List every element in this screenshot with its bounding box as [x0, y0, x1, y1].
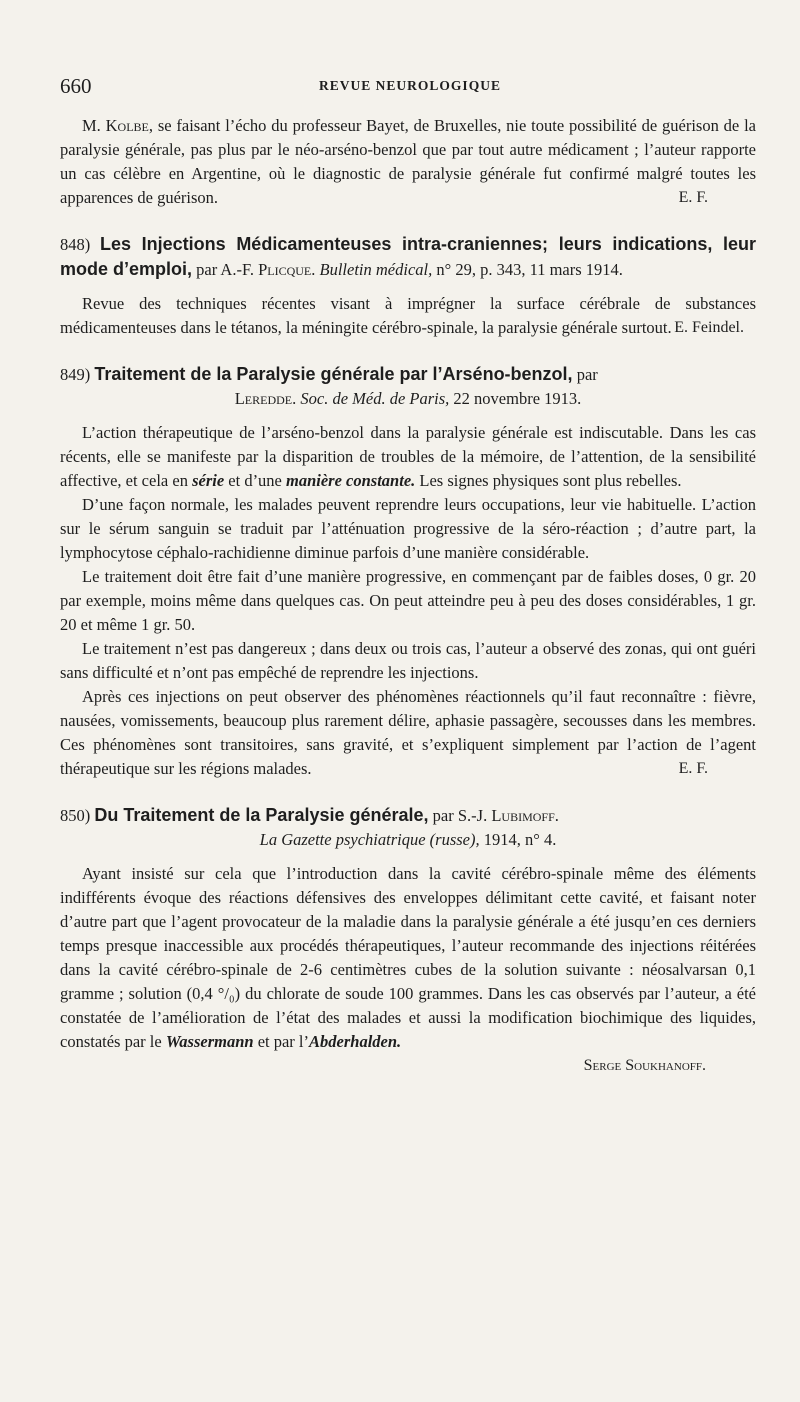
entry-849-title: Traitement de la Paralysie générale par l’Arséno-benzol, — [94, 364, 573, 384]
entry-848-journal: Bulletin médical, — [319, 260, 433, 279]
entry-849-author: Leredde. — [234, 389, 297, 408]
entry-850-heading — [60, 803, 756, 852]
entry-850-text-b: et par l’ — [257, 1032, 310, 1051]
entry-850-by: par S.-J. — [432, 806, 488, 825]
entry-849-by: par — [576, 365, 598, 384]
entry-849-p1-em2: manière constante. — [286, 471, 416, 490]
entry-850-signature: Serge Soukhanoff. — [583, 1057, 706, 1074]
page-number: 660 — [60, 74, 92, 98]
entry-849-paragraph-1 — [60, 421, 756, 493]
entry-849-signature: E. F. — [678, 760, 708, 777]
entry-848-title: Les Injections Médicamenteuses intra-craniennes; leurs indications, leur mode d’emploi, — [60, 234, 757, 279]
entry-850-ref: 1914, n° 4. — [483, 830, 557, 849]
entry-848-heading — [60, 232, 756, 282]
intro-signature: E. F. — [678, 189, 708, 206]
entry-849-p1-a: L’action thérapeutique de l’arséno-benzol dans la paralysie générale est indiscutable. Dans les cas récents, elle se manifeste par la disparition de troubles de la mémoire, de l’attention, de la sensibilité affective, et cela en — [60, 423, 756, 490]
entry-850-number: 850) — [60, 806, 91, 825]
intro-text: , se faisant l’écho du professeur Bayet, de Bruxelles, nie toute possibilité de guérison de la paralysie générale, pas plus par le néo-arséno-benzol que par tout autre médicament ; l’auteur rapporte un cas célèbre en Argentine, où le diagnostic de paralysie générale fut confirmé malgré toutes les apparences de guérison. — [60, 116, 756, 207]
intro-author: Kolbe — [105, 116, 149, 135]
intro-author-prefix: M. — [82, 116, 101, 135]
entry-849-paragraph-2: D’une façon normale, les malades peuvent reprendre leurs occupations, leur vie habituelle. L’action sur le sérum sanguin se traduit par l’atténuation progressive de la séro-réaction ; d’autre part, la lymphocytose céphalo-rachidienne diminue parfois d’une manière considérable. — [60, 495, 756, 562]
entry-848-by: par A.-F. — [196, 260, 254, 279]
entry-850-journal: La Gazette psychiatrique (russe), — [259, 830, 480, 849]
entry-850-author: Lubimoff. — [491, 806, 559, 825]
entry-850-em1: Wassermann — [165, 1032, 254, 1051]
entry-849-p1-c: Les signes physiques sont plus rebelles. — [419, 471, 682, 490]
entry-850-text-a: Ayant insisté sur cela que l’introduction dans la cavité cérébro-spinale même des éléments indifférents évoque des réactions défensives des enveloppes délimitant cette cavité, et faisant noter d’autre part que l’agent provocateur de la maladie dans la paralysie générale a été jusqu’en ces derniers temps presque inaccessible aux procédés thérapeutiques, l’auteur recommande des injections réitérées dans la cavité cérébro-spinale de 2-6 centimètres cubes de la solution suivante : néosalvarsan 0,1 gramme ; solution (0,4 °/₀) du chlorate de soude 100 grammes. Dans les cas observés par l’auteur, a été constatée de l’amélioration de l’état des malades et aussi la modification biochimique des liquides, constatés par le — [60, 864, 756, 1051]
entry-849-p1-em1: série — [192, 471, 225, 490]
entry-850-em2: Abderhalden. — [309, 1032, 402, 1051]
entry-850-text — [60, 862, 756, 1054]
entry-849-ref: 22 novembre 1913. — [453, 389, 582, 408]
running-title: REVUE NEUROLOGIQUE — [319, 78, 501, 93]
entry-849-paragraph-4: Le traitement n’est pas dangereux ; dans deux ou trois cas, l’auteur a observé des zonas, qui ont guéri sans difficulté et n’ont pas empêché de reprendre les injections. — [60, 639, 756, 682]
entry-848-author: Plicque. — [258, 260, 316, 279]
entry-850-title: Du Traitement de la Paralysie générale, — [94, 805, 429, 825]
entry-848-text: Revue des techniques récentes visant à imprégner la surface cérébrale de substances médicamenteuses dans le tétanos, la méningite cérébro-spinale, la paralysie générale surtout. — [60, 294, 756, 337]
entry-849-heading — [60, 362, 756, 411]
entry-849-paragraph-5: Après ces injections on peut observer des phénomènes réactionnels qu’il faut reconnaître : fièvre, nausées, vomissements, beaucoup plus rarement délire, aphasie passagère, secousses dans les membres. Ces phénomènes sont transitoires, sans gravité, et s’expliquent simplement par l’action de l’agent thérapeutique sur les régions malades. — [60, 687, 756, 778]
entry-849-number: 849) — [60, 365, 91, 384]
entry-849-p1-b: et d’une — [228, 471, 282, 490]
entry-848-signature: E. Feindel. — [674, 319, 744, 336]
entry-849-paragraph-3: Le traitement doit être fait d’une manière progressive, en commençant par de faibles doses, 0 gr. 20 par exemple, moins même dans quelques cas. On peut atteindre peu à peu des doses considérables, 1 gr. 20 et même 1 gr. 50. — [60, 567, 756, 634]
page-content — [60, 114, 756, 1078]
page-header — [60, 74, 760, 98]
entry-849-journal: Soc. de Méd. de Paris, — [300, 389, 450, 408]
entry-848-number: 848) — [60, 235, 91, 254]
entry-848-ref: n° 29, p. 343, 11 mars 1914. — [436, 260, 623, 279]
